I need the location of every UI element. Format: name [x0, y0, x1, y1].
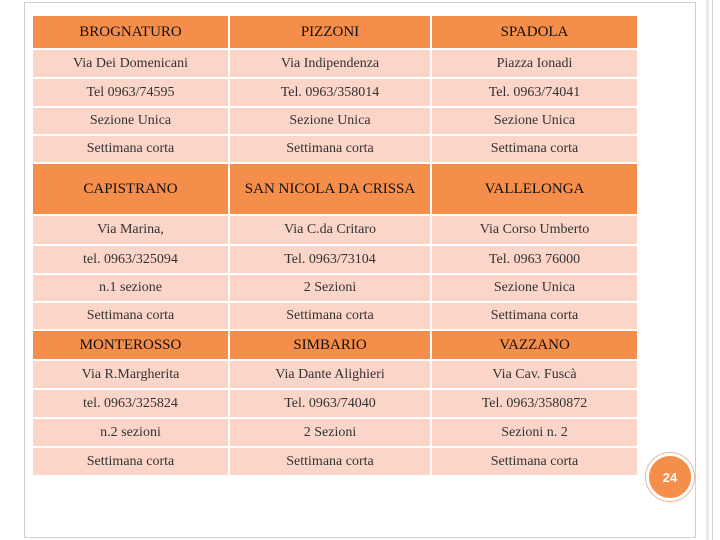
school-address: Via Dante Alighieri [229, 360, 431, 389]
school-phone: Tel 0963/74595 [32, 78, 229, 107]
school-name: SIMBARIO [229, 330, 431, 360]
slide-side-line [712, 0, 713, 540]
school-address: Via Marina, [32, 215, 229, 245]
school-phone: Tel. 0963/3580872 [431, 389, 638, 418]
school-sections: Sezione Unica [229, 107, 431, 135]
schools-table [31, 14, 639, 477]
school-phone: Tel. 0963/358014 [229, 78, 431, 107]
school-schedule: Settimana corta [229, 135, 431, 163]
header-row [32, 330, 638, 360]
school-schedule: Settimana corta [32, 447, 229, 476]
school-sections: n.2 sezioni [32, 418, 229, 447]
school-schedule: Settimana corta [229, 447, 431, 476]
school-address: Via Corso Umberto [431, 215, 638, 245]
school-sections: Sezione Unica [431, 274, 638, 302]
school-name: VAZZANO [431, 330, 638, 360]
sections-row [32, 274, 638, 302]
school-name: BROGNATURO [32, 15, 229, 49]
phone-row [32, 245, 638, 274]
school-address: Via C.da Critaro [229, 215, 431, 245]
school-sections: Sezione Unica [431, 107, 638, 135]
school-address: Via Cav. Fuscà [431, 360, 638, 389]
school-name: SPADOLA [431, 15, 638, 49]
school-schedule: Settimana corta [32, 135, 229, 163]
schedule-row [32, 302, 638, 330]
school-phone: Tel. 0963/74040 [229, 389, 431, 418]
header-row [32, 163, 638, 215]
school-name: SAN NICOLA DA CRISSA [229, 163, 431, 215]
school-name: CAPISTRANO [32, 163, 229, 215]
school-phone: Tel. 0963 76000 [431, 245, 638, 274]
schedule-row [32, 447, 638, 476]
phone-row [32, 78, 638, 107]
school-phone: Tel. 0963/74041 [431, 78, 638, 107]
school-sections: Sezione Unica [32, 107, 229, 135]
school-name: PIZZONI [229, 15, 431, 49]
school-phone: tel. 0963/325824 [32, 389, 229, 418]
school-phone: Tel. 0963/73104 [229, 245, 431, 274]
school-address: Via Dei Domenicani [32, 49, 229, 78]
phone-row [32, 389, 638, 418]
schedule-row [32, 135, 638, 163]
school-address: Piazza Ionadi [431, 49, 638, 78]
slide-side-bar [706, 0, 709, 540]
page-number-badge [646, 453, 694, 501]
school-name: VALLELONGA [431, 163, 638, 215]
school-schedule: Settimana corta [431, 447, 638, 476]
school-phone: tel. 0963/325094 [32, 245, 229, 274]
school-sections: Sezioni n. 2 [431, 418, 638, 447]
address-row [32, 49, 638, 78]
school-sections: n.1 sezione [32, 274, 229, 302]
sections-row [32, 107, 638, 135]
address-row [32, 360, 638, 389]
school-sections: 2 Sezioni [229, 418, 431, 447]
school-name: MONTEROSSO [32, 330, 229, 360]
school-sections: 2 Sezioni [229, 274, 431, 302]
school-schedule: Settimana corta [431, 302, 638, 330]
school-schedule: Settimana corta [32, 302, 229, 330]
page-number: 24 [662, 469, 678, 485]
address-row [32, 215, 638, 245]
school-schedule: Settimana corta [431, 135, 638, 163]
school-address: Via R.Margherita [32, 360, 229, 389]
school-schedule: Settimana corta [229, 302, 431, 330]
header-row [32, 15, 638, 49]
school-address: Via Indipendenza [229, 49, 431, 78]
sections-row [32, 418, 638, 447]
